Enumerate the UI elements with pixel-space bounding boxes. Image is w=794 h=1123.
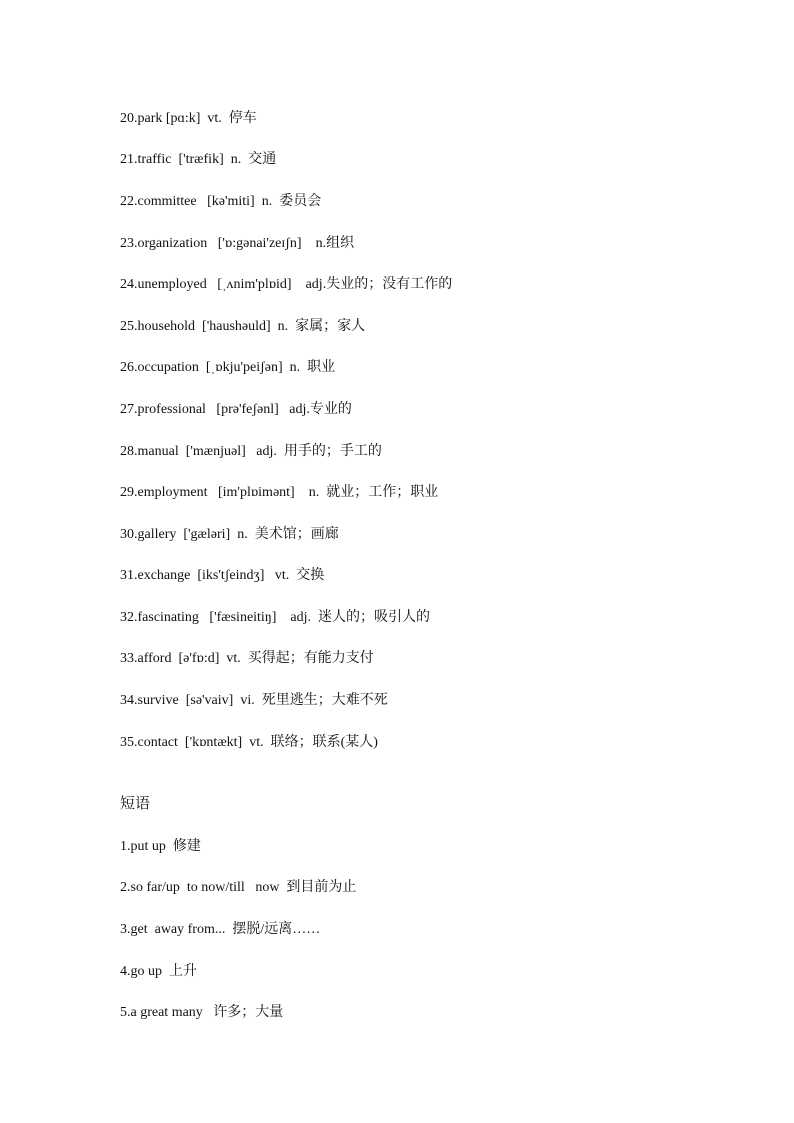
vocab-item-25: 25.household ['haushəuld] n. 家属；家人 [120, 319, 366, 334]
phrase-item-2: 2.so far/up to now/till now 到目前为止 [120, 880, 357, 895]
phrase-item-5: 5.a great many 许多；大量 [120, 1005, 284, 1020]
vocab-item-30: 30.gallery ['gæləri] n. 美术馆；画廊 [120, 527, 339, 542]
vocab-item-31: 31.exchange [iks'tʃeindʒ] vt. 交换 [120, 568, 325, 583]
vocab-item-22: 22.committee [kə'miti] n. 委员会 [120, 194, 322, 209]
vocab-item-23: 23.organization ['ɒ:gənai'zeɪʃn] n.组织 [120, 236, 355, 251]
vocab-item-27: 27.professional [prə'feʃənl] adj.专业的 [120, 402, 352, 417]
vocab-item-28: 28.manual ['mænjuəl] adj. 用手的；手工的 [120, 444, 382, 459]
vocab-item-32: 32.fascinating ['fæsineitiŋ] adj. 迷人的；吸引人的 [120, 610, 431, 625]
phrases-heading: 短语 [120, 796, 151, 812]
vocab-item-34: 34.survive [sə'vaiv] vi. 死里逃生；大难不死 [120, 693, 388, 708]
phrase-item-4: 4.go up 上升 [120, 964, 197, 979]
vocab-item-33: 33.afford [ə'fɒ:d] vt. 买得起；有能力支付 [120, 651, 374, 666]
vocab-item-20: 20.park [pɑ:k] vt. 停车 [120, 111, 257, 126]
phrase-item-1: 1.put up 修建 [120, 839, 201, 854]
vocab-item-35: 35.contact ['kɒntækt] vt. 联络；联系(某人) [120, 735, 378, 750]
vocab-item-24: 24.unemployed [ˌʌnim'plɒid] adj.失业的；没有工作的 [120, 277, 453, 292]
phrase-item-3: 3.get away from... 摆脱/远离…… [120, 922, 321, 937]
vocab-item-21: 21.traffic ['træfik] n. 交通 [120, 152, 277, 167]
vocab-item-29: 29.employment [im'plɒimənt] n. 就业；工作；职业 [120, 485, 439, 500]
vocab-item-26: 26.occupation [ˌɒkju'peiʃən] n. 职业 [120, 360, 336, 375]
